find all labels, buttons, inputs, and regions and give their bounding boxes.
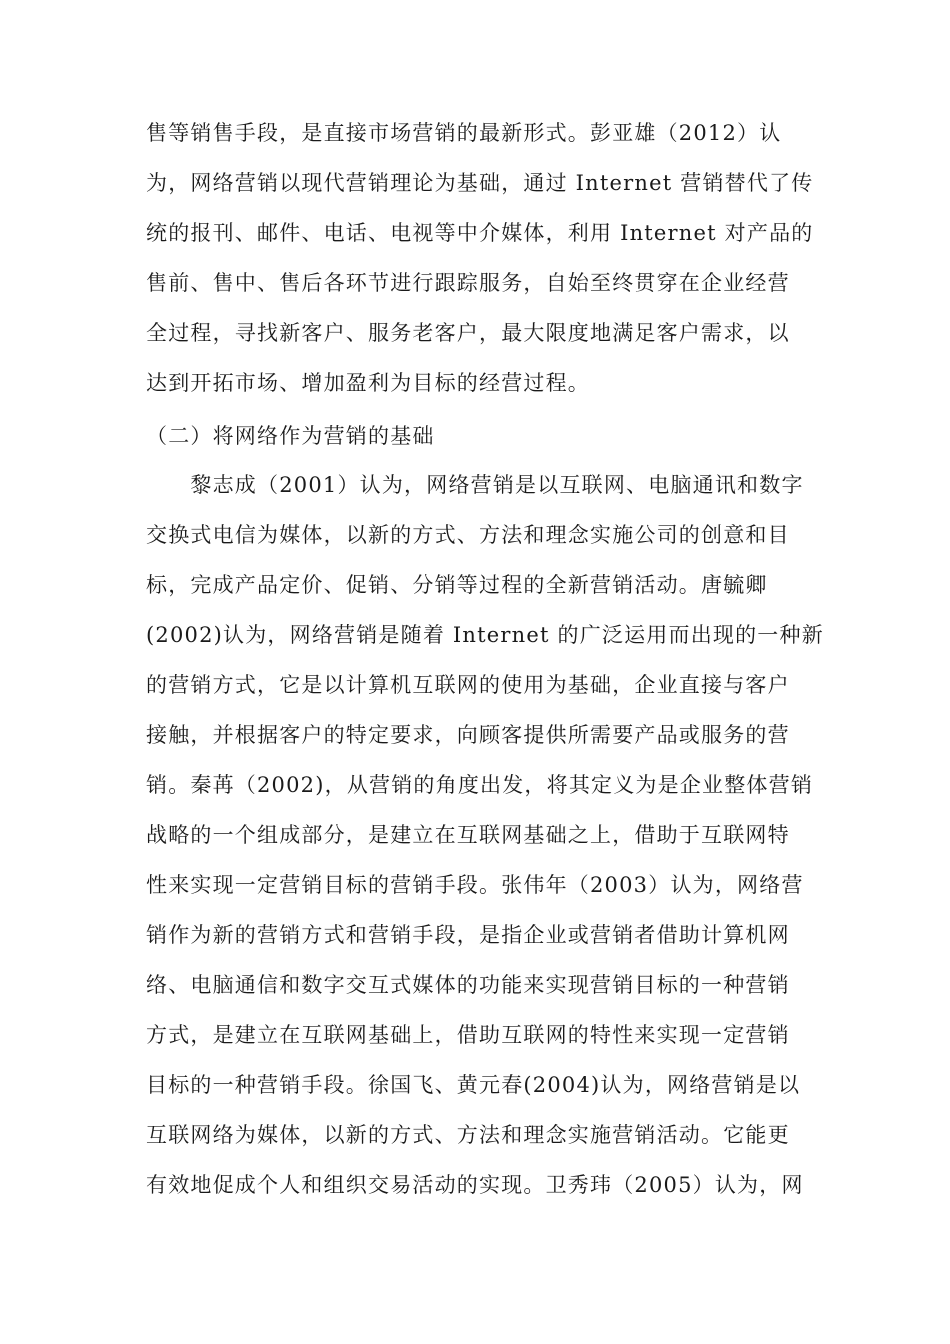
text-line: 方式，是建立在互联网基础上，借助互联网的特性来实现一定营销 <box>146 1023 790 1047</box>
section-heading <box>146 411 806 461</box>
text-line: 达到开拓市场、增加盈利为目标的经营过程。 <box>146 371 590 395</box>
text-line: 销作为新的营销方式和营销手段，是指企业或营销者借助计算机网 <box>146 923 790 947</box>
text-line: 统的报刊、邮件、电话、电视等中介媒体，利用 Internet 对产品的 <box>146 221 814 245</box>
text-line: 目标的一种营销手段。徐国飞、黄元春(2004)认为，网络营销是以 <box>146 1073 801 1097</box>
paragraph-continued <box>146 108 814 408</box>
text-line: 销。秦苒（2002)，从营销的角度出发，将其定义为是企业整体营销 <box>146 773 814 797</box>
text-line: 络、电脑通信和数字交互式媒体的功能来实现营销目标的一种营销 <box>146 973 790 997</box>
text-line: 售等销售手段，是直接市场营销的最新形式。彭亚雄（2012）认 <box>146 121 782 145</box>
text-line: (2002)认为，网络营销是随着 Internet 的广泛运用而出现的一种新 <box>146 623 824 647</box>
text-line: 为，网络营销以现代营销理论为基础，通过 Internet 营销替代了传 <box>146 171 814 195</box>
text-line: 接触，并根据客户的特定要求，向顾客提供所需要产品或服务的营 <box>146 723 790 747</box>
text-line: 有效地促成个人和组织交易活动的实现。卫秀玮（2005）认为，网 <box>146 1173 804 1197</box>
text-line: 性来实现一定营销目标的营销手段。张伟年（2003）认为，网络营 <box>146 873 804 897</box>
text-line: 全过程，寻找新客户、服务老客户，最大限度地满足客户需求，以 <box>146 321 790 345</box>
section-heading-text: （二）将网络作为营销的基础 <box>146 424 435 448</box>
text-line: 互联网络为媒体，以新的方式、方法和理念实施营销活动。它能更 <box>146 1123 790 1147</box>
text-line: 的营销方式，它是以计算机互联网的使用为基础，企业直接与客户 <box>146 673 790 697</box>
text-line: 标，完成产品定价、促销、分销等过程的全新营销活动。唐毓卿 <box>146 573 768 597</box>
paragraph-definitions <box>146 460 824 1210</box>
text-line: 战略的一个组成部分，是建立在互联网基础之上，借助于互联网特 <box>146 823 790 847</box>
text-line: 交换式电信为媒体，以新的方式、方法和理念实施公司的创意和目 <box>146 523 790 547</box>
text-line: 黎志成（2001）认为，网络营销是以互联网、电脑通讯和数字 <box>146 473 804 497</box>
text-line: 售前、售中、售后各环节进行跟踪服务，自始至终贯穿在企业经营 <box>146 271 790 295</box>
